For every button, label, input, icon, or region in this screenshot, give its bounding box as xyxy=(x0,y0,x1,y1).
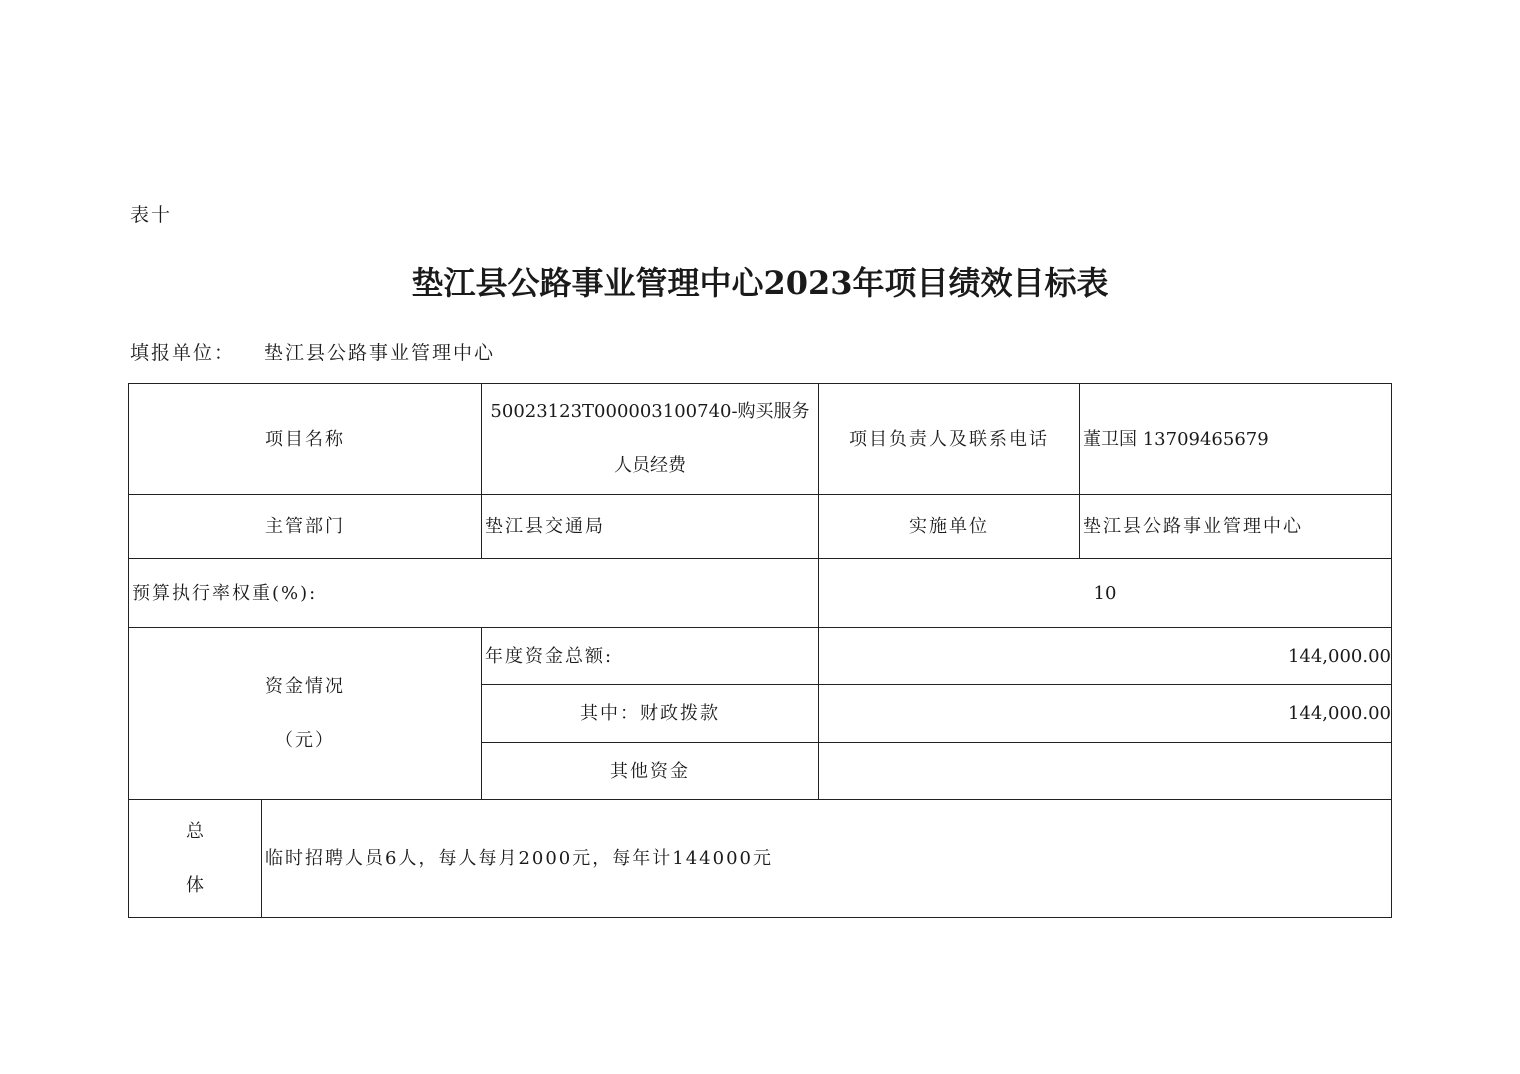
overall-value: 临时招聘人员6人，每人每月2000元，每年计144000元 xyxy=(262,800,1392,918)
document-title: 垫江县公路事业管理中心2023年项目绩效目标表 xyxy=(411,264,1109,302)
performance-target-table xyxy=(128,383,1392,918)
table-number-label: 表十 xyxy=(130,204,173,226)
funds-label xyxy=(129,628,482,800)
dept-value: 垫江县交通局 xyxy=(482,495,819,559)
funds-label-line2: （元） xyxy=(275,729,335,751)
table-row xyxy=(129,628,1392,685)
contact-label: 项目负责人及联系电话 xyxy=(819,384,1080,495)
fiscal-value: 144,000.00 xyxy=(819,685,1392,743)
funds-label-line1: 资金情况 xyxy=(265,675,345,697)
other-value xyxy=(819,743,1392,800)
overall-label-line1: 总 xyxy=(186,820,204,842)
impl-label: 实施单位 xyxy=(819,495,1080,559)
table-row xyxy=(129,495,1392,559)
table-row xyxy=(129,384,1392,495)
other-label: 其他资金 xyxy=(482,743,819,800)
budget-rate-value: 10 xyxy=(819,559,1392,628)
contact-value: 董卫国 13709465679 xyxy=(1080,384,1392,495)
project-name-value xyxy=(482,384,819,495)
dept-label: 主管部门 xyxy=(129,495,482,559)
project-name-line2: 人员经费 xyxy=(614,455,686,476)
impl-value: 垫江县公路事业管理中心 xyxy=(1080,495,1392,559)
filler-unit-label: 填报单位： xyxy=(130,342,236,364)
annual-total-label: 年度资金总额: xyxy=(482,628,819,685)
filler-unit-line xyxy=(130,338,495,365)
budget-rate-label: 预算执行率权重(%): xyxy=(129,559,819,628)
filler-unit-value: 垫江县公路事业管理中心 xyxy=(264,342,496,364)
fiscal-label: 其中：财政拨款 xyxy=(482,685,819,743)
project-name-label: 项目名称 xyxy=(129,384,482,495)
annual-total-value: 144,000.00 xyxy=(819,628,1392,685)
overall-label-line2: 体 xyxy=(186,874,204,896)
project-name-line1: 50023123T000003100740-购买服务 xyxy=(490,401,810,422)
table-row xyxy=(129,559,1392,628)
overall-label xyxy=(129,800,262,918)
table-row xyxy=(129,800,1392,918)
